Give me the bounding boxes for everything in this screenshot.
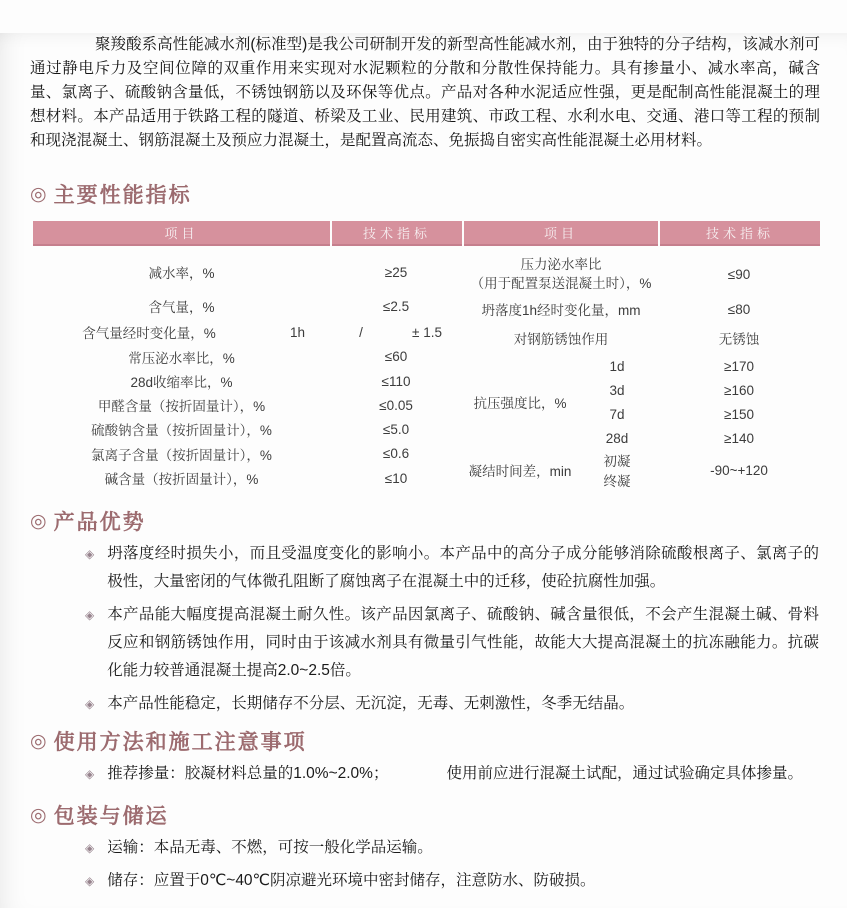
section-title: 主要性能指标 [53, 184, 192, 207]
table-row [33, 369, 462, 393]
spec-item: 28d收缩率比，% [130, 375, 233, 390]
spec-item: 含气量经时变化量，% [82, 326, 216, 341]
spec-value: ≤80 [727, 301, 751, 317]
double-circle-icon: ◎ [30, 803, 47, 826]
setting-label: 初凝 [603, 454, 631, 469]
spec-value: ≤0.05 [379, 397, 413, 413]
usage-list [0, 760, 847, 788]
spec-value: ≥160 [724, 382, 754, 398]
header-cell-value-right: 技术指标 [660, 221, 820, 246]
section-heading-packaging [30, 800, 847, 830]
table-row [33, 393, 462, 417]
spec-value: 无锈蚀 [718, 332, 760, 347]
age-label: 28d [605, 430, 629, 446]
packaging-list [0, 834, 847, 895]
spec-table-left-columns [33, 252, 462, 490]
diamond-bullet-icon: ◈ [85, 547, 95, 561]
spec-value: ≤2.5 [382, 298, 410, 314]
advantage-text: 本产品能大幅度提高混凝土耐久性。该产品因氯离子、硫酸钠、碱含量很低，不会产生混凝土碱、骨料反应和钢筋锈蚀作用，同时由于该减水剂具有微量引气性能，故能大大提高混凝土的抗冻融能力。抗碳化能力较普通混凝土提高2.0~2.5倍。 [107, 606, 819, 679]
spec-value: ≤60 [384, 349, 408, 364]
usage-note: 使用前应进行混凝土试配，通过试验确定具体掺量。 [446, 765, 803, 782]
spec-table-right-columns [464, 252, 820, 490]
performance-spec-table [33, 221, 820, 490]
list-item [0, 540, 847, 596]
advantages-list [0, 540, 847, 718]
spec-table-header [33, 221, 820, 246]
double-circle-icon: ◎ [30, 182, 47, 205]
table-row [33, 344, 462, 369]
intro-paragraph: 聚羧酸系高性能减水剂(标准型)是我公司研制开发的新型高性能减水剂，由于独特的分子结构，该减水剂可通过静电斥力及空间位障的双重作用来实现对水泥颗粒的分散和分散性保持能力。具有掺量小、减水率高，碱含量、氯离子、硫酸钠含量低，不锈蚀钢筋以及环保等优点。产品对各种水泥适应性强，更是配制高性能混凝土的理想材料。本产品适用于铁路工程的隧道、桥梁及工业、民用建筑、市政工程、水利水电、交通、港口等工程的预制和现浇混凝土、钢筋混凝土及预应力混凝土，是配置高流态、免振捣自密实高性能混凝土必用材料。 [30, 36, 820, 149]
spec-value: -90~+120 [710, 462, 768, 478]
usage-dosage: 推荐掺量：胶凝材料总量的1.0%~2.0%； [107, 765, 389, 782]
spec-value: ≤110 [381, 373, 411, 389]
diamond-bullet-icon: ◈ [85, 841, 95, 855]
spec-item: 甲醛含量（按折固量计），% [97, 399, 266, 414]
spec-age-values [658, 354, 820, 450]
double-circle-icon: ◎ [30, 509, 47, 532]
table-row [464, 252, 820, 296]
advantage-text: 坍落度经时损失小，而且受温度变化的影响小。本产品中的高分子成分能够消除硫酸根离子、氯离子的极性，大量密闭的气体微孔阻断了腐蚀离子在混凝土中的迁移，使砼抗腐性加强。 [107, 545, 819, 590]
table-row [33, 292, 462, 320]
spec-item [464, 255, 658, 293]
spec-item: 硫酸钠含量（按折固量计），% [91, 423, 272, 438]
spec-item: 常压泌水率比，% [128, 350, 235, 366]
section-heading-advantages [30, 506, 847, 536]
header-cell-item-left: 项目 [33, 221, 330, 246]
diamond-bullet-icon: ◈ [85, 874, 95, 888]
section-heading-usage [30, 726, 847, 756]
advantage-text: 本产品性能稳定，长期储存不分层、无沉淀，无毒、无刺激性，冬季无结晶。 [107, 695, 635, 712]
section-title: 包装与储运 [53, 805, 169, 828]
spec-value: ≥25 [384, 264, 408, 280]
table-row [33, 417, 462, 441]
age-label: 3d [609, 382, 625, 398]
spec-value: ≤5.0 [382, 421, 410, 437]
list-item [0, 760, 847, 788]
spec-setting-labels [576, 450, 658, 490]
spec-value: ± 1.5 [412, 324, 442, 340]
spec-table-body [33, 246, 820, 490]
age-label: 1d [609, 358, 625, 374]
spec-item: 氯离子含量（按折固量计），% [91, 447, 272, 463]
spec-value: ≤0.6 [382, 446, 410, 461]
spec-item: 抗压强度比，% [473, 396, 567, 411]
list-item [0, 867, 847, 895]
table-row [33, 252, 462, 292]
table-row [33, 441, 462, 466]
list-item [0, 834, 847, 862]
spec-item: 对钢筋锈蚀作用 [513, 332, 609, 347]
table-row-group-setting-time [464, 450, 820, 490]
spec-item: 减水率，% [148, 266, 215, 281]
spec-value: ≥150 [724, 406, 754, 422]
double-circle-icon: ◎ [30, 729, 47, 752]
spec-age-labels [576, 354, 658, 450]
spec-item-line1: 压力泌水率比 [520, 257, 602, 272]
age-label: 7d [609, 406, 625, 422]
section-heading-performance [30, 179, 847, 209]
spec-value: ≥170 [724, 358, 754, 374]
table-row [33, 320, 462, 344]
spec-slash: / [359, 324, 363, 340]
spec-item-line2: （用于配置泵送混凝土时），% [470, 276, 652, 291]
spec-value: ≥140 [724, 430, 754, 446]
list-item [0, 601, 847, 685]
list-item [0, 690, 847, 718]
spec-value: ≤90 [727, 266, 751, 282]
table-row [464, 296, 820, 322]
section-title: 使用方法和施工注意事项 [53, 731, 307, 754]
spec-sub-label: 1h [289, 324, 306, 340]
spec-item: 含气量，% [148, 300, 215, 315]
spec-item: 凝结时间差，min [468, 464, 572, 479]
spec-value: ≤10 [384, 470, 408, 486]
transport-text: 运输：本品无毒、不燃，可按一般化学品运输。 [107, 839, 433, 856]
diamond-bullet-icon: ◈ [85, 697, 95, 711]
table-row [464, 322, 820, 354]
spec-item: 坍落度1h经时变化量，mm [481, 303, 641, 318]
setting-label: 终凝 [603, 474, 631, 489]
datasheet-page [0, 33, 847, 895]
diamond-bullet-icon: ◈ [85, 767, 95, 781]
header-cell-item-right: 项目 [464, 221, 658, 246]
storage-text: 储存：应置于0℃~40℃阴凉避光环境中密封储存，注意防水、防破损。 [107, 872, 596, 889]
table-row [33, 466, 462, 490]
section-title: 产品优势 [53, 511, 146, 534]
spec-item: 碱含量（按折固量计），% [104, 472, 259, 487]
header-cell-value-left: 技术指标 [332, 221, 462, 246]
table-row-group-compressive-strength [464, 354, 820, 450]
diamond-bullet-icon: ◈ [85, 608, 95, 622]
